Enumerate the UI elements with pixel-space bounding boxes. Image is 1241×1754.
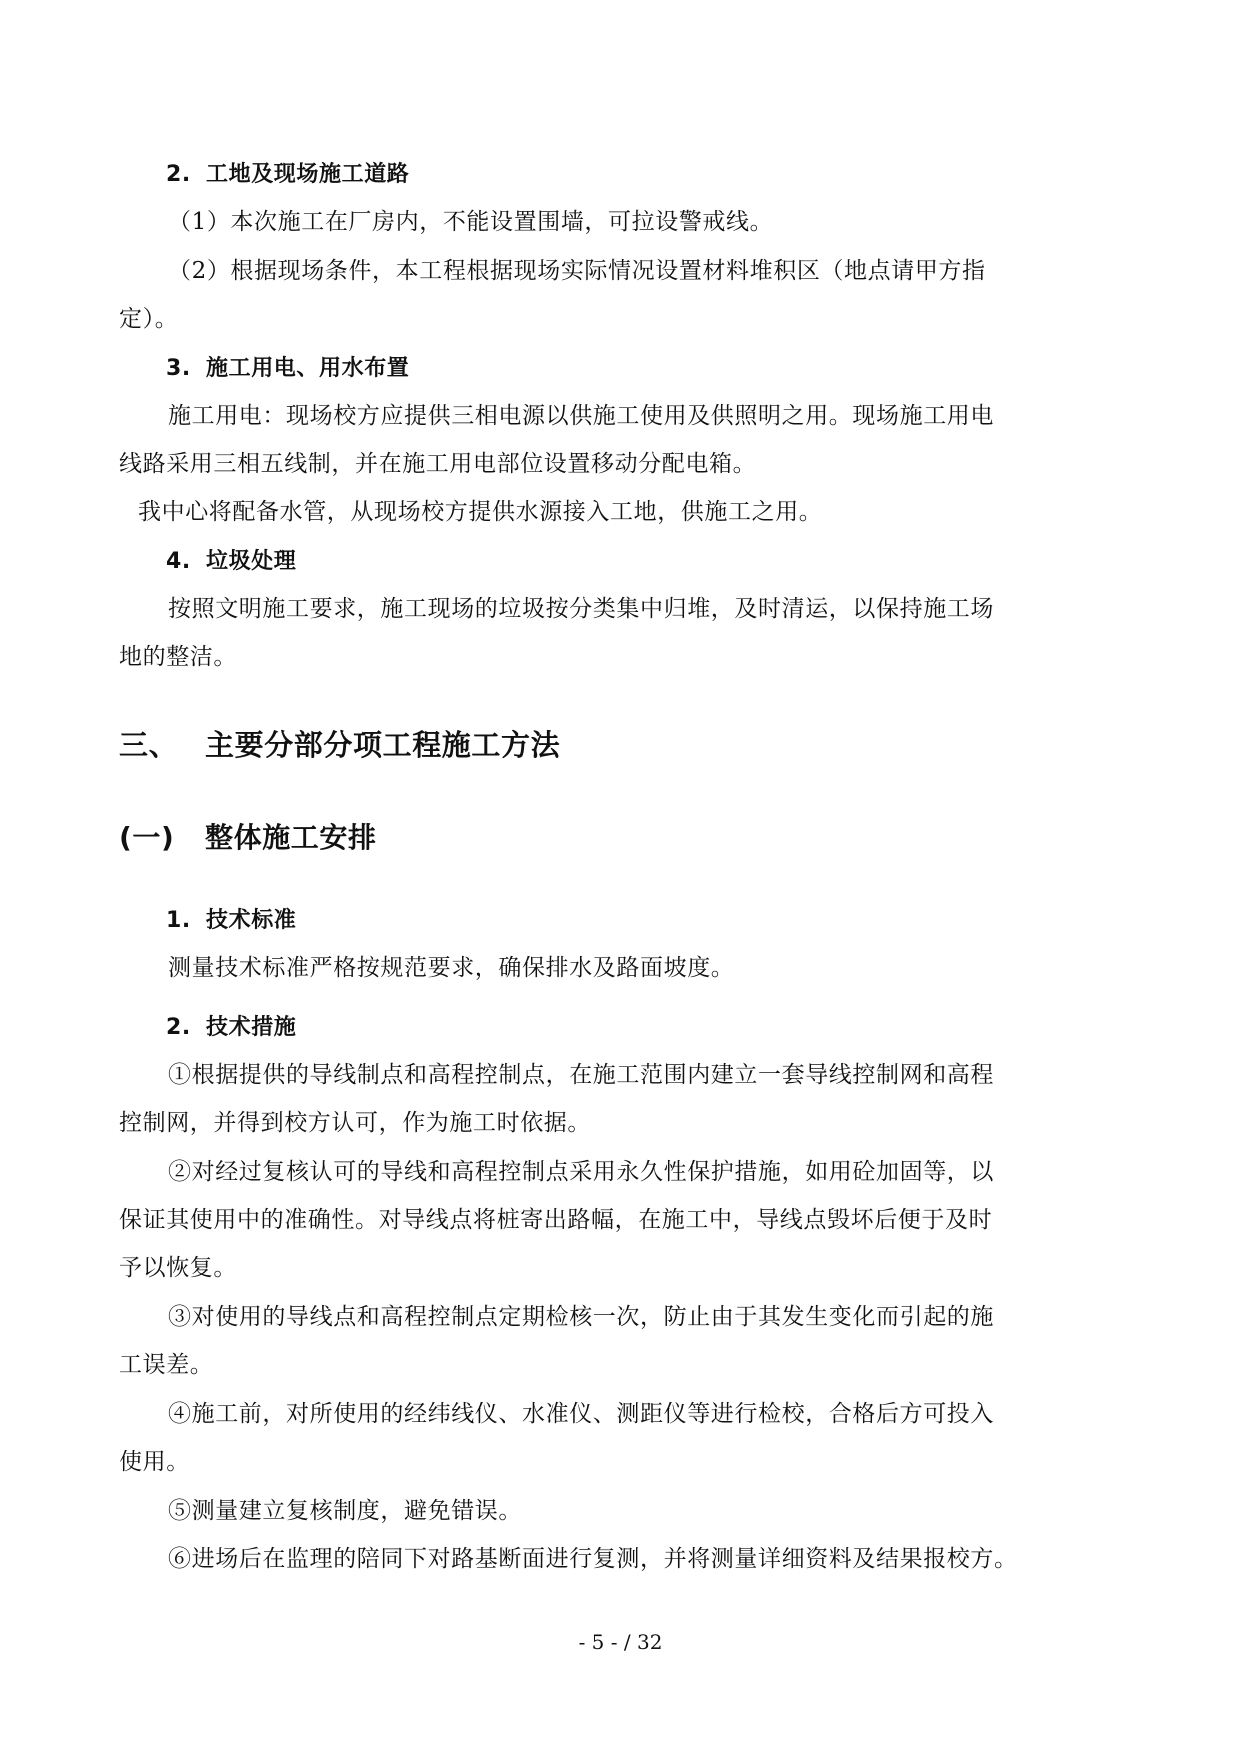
subchapter-title: 整体施工安排: [205, 821, 377, 854]
section-heading-4: [166, 546, 296, 578]
paragraph-line: ⑤测量建立复核制度，避免错误。: [168, 1498, 522, 1524]
chapter-heading: [119, 725, 560, 765]
paragraph-line: ③对使用的导线点和高程控制点定期检核一次，防止由于其发生变化而引起的施: [168, 1304, 994, 1330]
topic-number: 1.: [166, 908, 191, 933]
section-title: 工地及现场施工道路: [206, 162, 410, 187]
paragraph-line: 予以恢复。: [119, 1255, 237, 1281]
paragraph-line: （1）本次施工在厂房内，不能设置围墙，可拉设警戒线。: [168, 209, 774, 235]
paragraph-line: 使用。: [119, 1449, 190, 1475]
section-number: 4.: [166, 549, 191, 574]
paragraph-line: ①根据提供的导线制点和高程控制点，在施工范围内建立一套导线控制网和高程: [168, 1062, 994, 1088]
paragraph-line: 定）。: [119, 306, 179, 332]
topic-number: 2.: [166, 1015, 191, 1040]
paragraph-line: 测量技术标准严格按规范要求，确保排水及路面坡度。: [168, 955, 735, 981]
topic-title: 技术措施: [206, 1015, 297, 1040]
topic-heading-2: [166, 1012, 296, 1044]
section-title: 施工用电、用水布置: [206, 356, 410, 381]
paragraph-line: ④施工前，对所使用的经纬线仪、水准仪、测距仪等进行检校，合格后方可投入: [168, 1401, 994, 1427]
paragraph-line: 工误差。: [119, 1352, 214, 1378]
paragraph-line: 施工用电：现场校方应提供三相电源以供施工使用及供照明之用。现场施工用电: [168, 403, 994, 429]
topic-title: 技术标准: [206, 908, 297, 933]
paragraph-line: 线路采用三相五线制，并在施工用电部位设置移动分配电箱。: [119, 451, 757, 477]
section-heading-3: [166, 353, 409, 385]
subchapter-number: (一): [119, 821, 175, 854]
section-heading-2: [166, 159, 409, 191]
section-number: 3.: [166, 356, 191, 381]
chapter-title: 主要分部分项工程施工方法: [205, 728, 561, 762]
paragraph-line: （2）根据现场条件，本工程根据现场实际情况设置材料堆积区（地点请甲方指: [168, 258, 986, 284]
topic-heading-1: [166, 905, 296, 937]
paragraph-line: 地的整洁。: [119, 644, 237, 670]
paragraph-line: 保证其使用中的准确性。对导线点将桩寄出路幅，在施工中，导线点毁坏后便于及时: [119, 1207, 993, 1233]
paragraph-line: 按照文明施工要求，施工现场的垃圾按分类集中归堆，及时清运，以保持施工场: [168, 596, 994, 622]
paragraph-line: 控制网，并得到校方认可，作为施工时依据。: [119, 1110, 591, 1136]
chapter-number: 三、: [119, 728, 179, 762]
section-number: 2.: [166, 162, 191, 187]
paragraph-line: 我中心将配备水管，从现场校方提供水源接入工地，供施工之用。: [138, 499, 823, 525]
paragraph-line: ②对经过复核认可的导线和高程控制点采用永久性保护措施，如用砼加固等，以: [168, 1159, 994, 1185]
subchapter-heading: [119, 818, 377, 858]
page-number: - 5 - / 32: [578, 1630, 663, 1654]
paragraph-line: ⑥进场后在监理的陪同下对路基断面进行复测，并将测量详细资料及结果报校方。: [168, 1546, 1018, 1572]
section-title: 垃圾处理: [206, 549, 297, 574]
